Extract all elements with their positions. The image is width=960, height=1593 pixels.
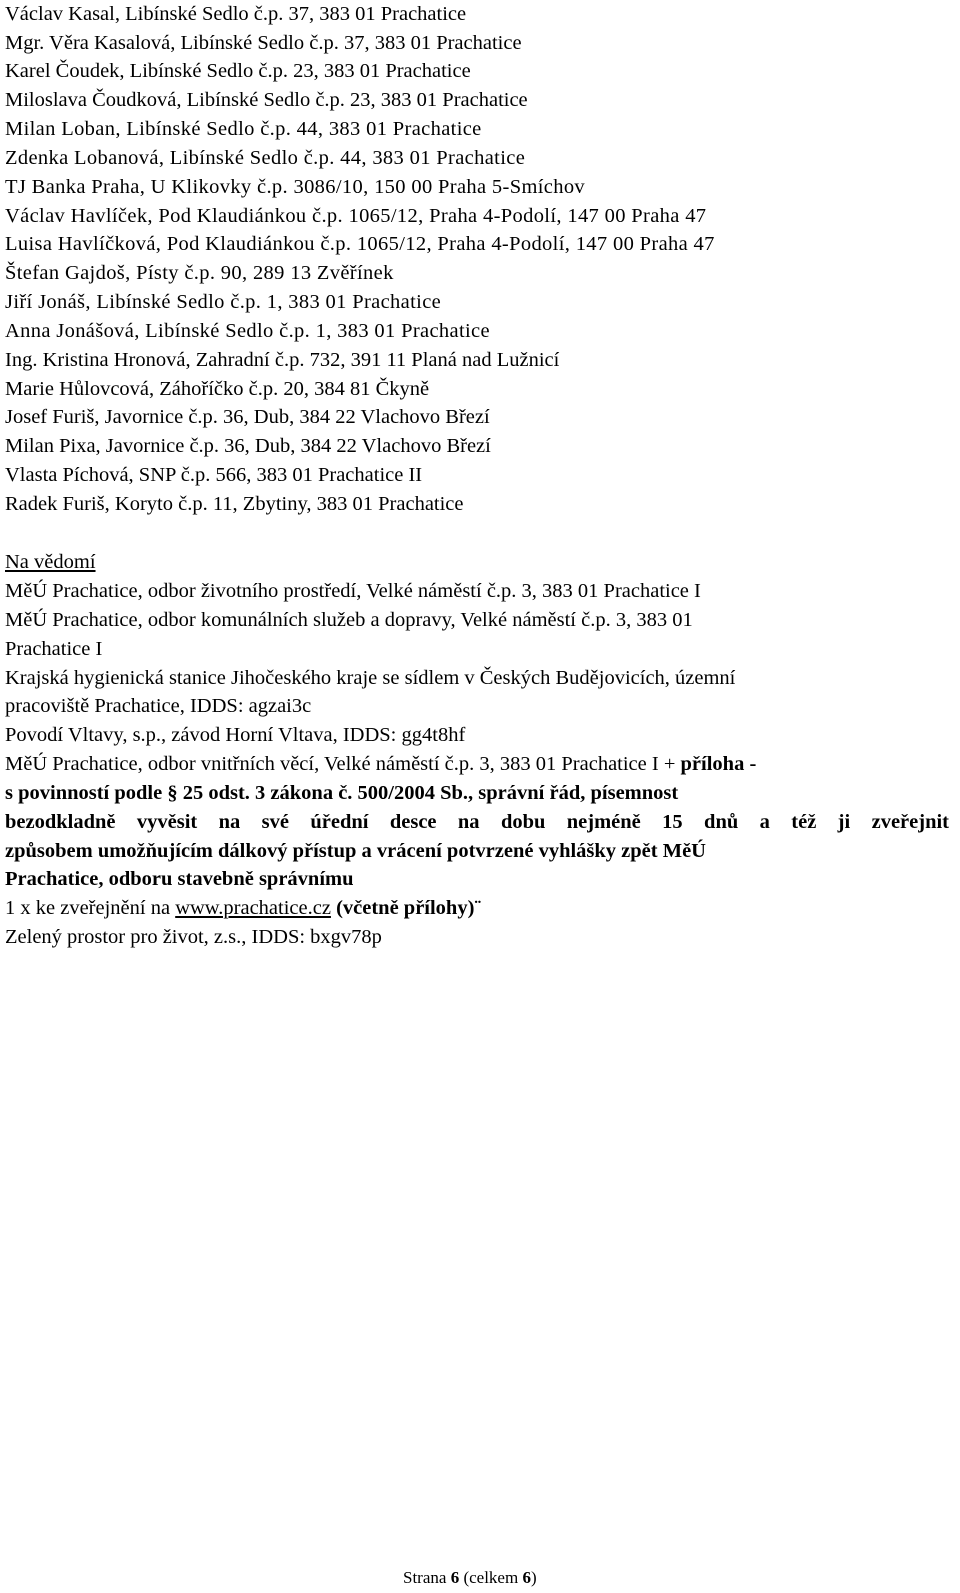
recipient-line: Milan Pixa, Javornice č.p. 36, Dub, 384 22 Vlachovo Březí [5,435,491,457]
vnitrni-line-4: způsobem umožňujícím dálkový přístup a vrácení potvrzené vyhlášky zpět MěÚ [5,840,706,862]
recipient-line: Radek Furiš, Koryto č.p. 11, Zbytiny, 383 01 Prachatice [5,493,464,515]
vnitrni-line-5: Prachatice, odboru stavebně správnímu [5,868,354,890]
recipient-line: Ing. Kristina Hronová, Zahradní č.p. 732, 391 11 Planá nad Lužnicí [5,349,560,371]
recipient-line: Jiří Jonáš, Libínské Sedlo č.p. 1, 383 01 Prachatice [5,291,442,313]
recipient-line: Štefan Gajdoš, Písty č.p. 90, 289 13 Zvěřínek [5,262,394,284]
recipient-line: Václav Kasal, Libínské Sedlo č.p. 37, 383 01 Prachatice [5,3,467,25]
recipient-line: Marie Hůlovcová, Záhoříčko č.p. 20, 384 81 Čkyně [5,378,430,400]
recipient-line: TJ Banka Praha, U Klikovky č.p. 3086/10, 150 00 Praha 5-Smíchov [5,176,586,198]
last-line: Zelený prostor pro život, z.s., IDDS: bxgv78p [5,926,382,948]
info-line: Povodí Vltavy, s.p., závod Horní Vltava, IDDS: gg4t8hf [5,724,466,746]
vnitrni-line-3: bezodkladně vyvěsit na své úřední desce na dobu nejméně 15 dnů a též ji zveřejnit [5,811,949,833]
info-line: MěÚ Prachatice, odbor komunálních služeb a dopravy, Velké náměstí č.p. 3, 383 01 [5,609,693,631]
vnitrni-line-1 [5,750,756,779]
recipient-line: Josef Furiš, Javornice č.p. 36, Dub, 384 22 Vlachovo Březí [5,406,490,428]
info-line: Prachatice I [5,638,103,660]
info-line: MěÚ Prachatice, odbor životního prostředí, Velké náměstí č.p. 3, 383 01 Prachatice I [5,580,701,602]
info-heading: Na vědomí [5,551,96,573]
info-line: Krajská hygienická stanice Jihočeského kraje se sídlem v Českých Budějovicích, územní [5,667,736,689]
prachatice-link[interactable]: www.prachatice.cz [175,897,331,919]
vnitrni-text: MěÚ Prachatice, odbor vnitřních věcí, Velké náměstí č.p. 3, 383 01 Prachatice I + [5,753,681,775]
publication-prefix: 1 x ke zveřejnění na [5,897,176,919]
publication-line [5,894,481,923]
priloha-label: příloha - [680,753,757,775]
recipient-line: Václav Havlíček, Pod Klaudiánkou č.p. 1065/12, Praha 4-Podolí, 147 00 Praha 47 [5,205,707,227]
recipient-line: Milan Loban, Libínské Sedlo č.p. 44, 383 01 Prachatice [5,118,482,140]
recipient-line: Miloslava Čoudková, Libínské Sedlo č.p. 23, 383 01 Prachatice [5,89,528,111]
vnitrni-line-2: s povinností podle § 25 odst. 3 zákona č. 500/2004 Sb., správní řád, písemnost [5,782,679,804]
recipient-line: Mgr. Věra Kasalová, Libínské Sedlo č.p. 37, 383 01 Prachatice [5,32,522,54]
publication-suffix: (včetně přílohy)¨ [330,897,482,919]
recipient-line: Karel Čoudek, Libínské Sedlo č.p. 23, 383 01 Prachatice [5,60,471,82]
recipient-line: Vlasta Píchová, SNP č.p. 566, 383 01 Prachatice II [5,464,423,486]
recipient-line: Anna Jonášová, Libínské Sedlo č.p. 1, 383 01 Prachatice [5,320,490,342]
info-line: pracoviště Prachatice, IDDS: agzai3c [5,695,312,717]
recipient-line: Zdenka Lobanová, Libínské Sedlo č.p. 44, 383 01 Prachatice [5,147,526,169]
page-number: Strana 6 (celkem 6) [403,1568,537,1587]
recipient-line: Luisa Havlíčková, Pod Klaudiánkou č.p. 1065/12, Praha 4-Podolí, 147 00 Praha 47 [5,233,715,255]
